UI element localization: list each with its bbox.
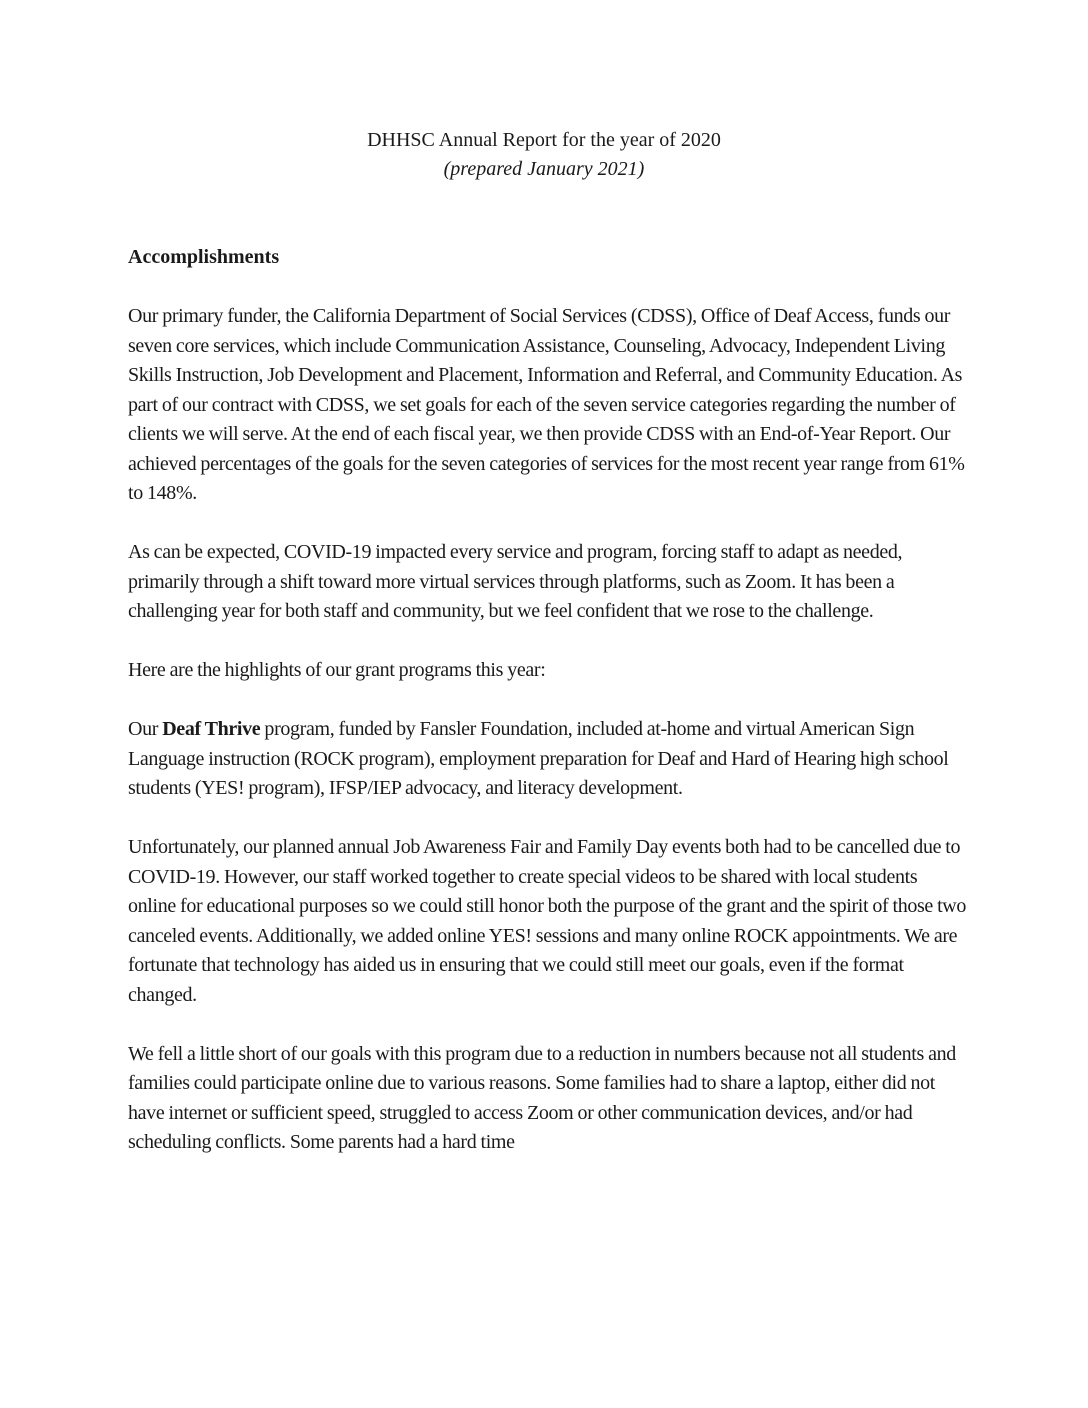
document-page: [128, 126, 968, 1187]
document-title: DHHSC Annual Report for the year of 2020: [367, 129, 721, 151]
section-heading-accomplishments: Accomplishments: [128, 246, 280, 268]
title-block: [120, 126, 968, 184]
paragraph-covid-impact: As can be expected, COVID-19 impacted every service and program, forcing staff to adapt as needed, primarily through a shift toward more virtual services through platforms, such as Zoom. It has been a challenging year for both staff and community, but we feel confident that we rose to the challenge.: [128, 541, 903, 622]
deaf-thrive-suffix: program, funded by Fansler Foundation, included at-home and virtual American Sign Language instruction (ROCK program), employment preparation for Deaf and Hard of Hearing high school students (YES! program), IFSP/IEP advocacy, and literacy development.: [128, 718, 949, 799]
paragraph-goals-shortfall: We fell a little short of our goals with this program due to a reduction in numbers because not all students and families could participate online due to various reasons. Some families had to share a laptop, either did not have internet or sufficient speed, struggled to access Zoom or other communication devices, and/or had scheduling conflicts. Some parents had a hard time: [128, 1042, 956, 1153]
paragraph-highlights-intro: Here are the highlights of our grant programs this year:: [128, 659, 546, 681]
paragraph-funding: Our primary funder, the California Department of Social Services (CDSS), Office of Deaf Access, funds our seven core services, which include Communication Assistance, Counseling, Advocacy, Independent Living Skills Instruction, Job Development and Placement, Information and Referral, and Community Education. As part of our contract with CDSS, we set goals for each of the seven service categories regarding the number of clients we will serve. At the end of each fiscal year, we then provide CDSS with an End-of-Year Report. Our achieved percentages of the goals for the seven categories of services for the most recent year range from 61% to 148%.: [128, 305, 965, 504]
deaf-thrive-prefix: Our: [128, 718, 163, 740]
paragraph-deaf-thrive: [128, 715, 968, 804]
paragraph-cancelled-events: Unfortunately, our planned annual Job Awareness Fair and Family Day events both had to be cancelled due to COVID-19. However, our staff worked together to create special videos to be shared with local students online for educational purposes so we could still honor both the purpose of the grant and the spirit of those two canceled events. Additionally, we added online YES! sessions and many online ROCK appointments. We are fortunate that technology has aided us in ensuring that we could still meet our goals, even if the format changed.: [128, 836, 967, 1006]
document-subtitle: (prepared January 2021): [443, 158, 645, 180]
deaf-thrive-program-name: Deaf Thrive: [162, 718, 261, 740]
